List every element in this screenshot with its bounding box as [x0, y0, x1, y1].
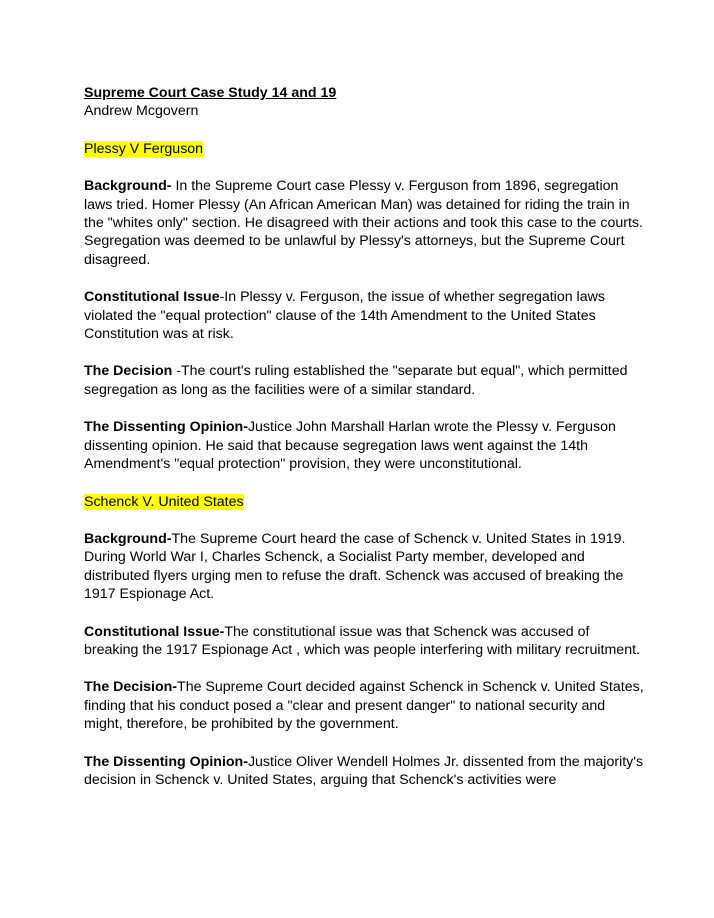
document-author: Andrew Mcgovern — [84, 103, 199, 120]
schenck-background — [84, 530, 644, 604]
document-title: Supreme Court Case Study 14 and 19 — [84, 85, 337, 101]
section-text: The constitutional issue was that Schenck was accused of breaking the 1917 Espionage Act , which was people interfering with military recruitment. — [84, 623, 640, 658]
section-text: The Supreme Court heard the case of Schenck v. United States in 1919. During World War I, Charles Schenck, a Socialist Party member, developed and distributed flyers urging men to refuse the draft. Schenck was accused of breaking the 1917 Espionage Act. — [84, 530, 626, 603]
case-heading-schenck — [84, 493, 644, 511]
case-name-highlight: Plessy V Ferguson — [84, 140, 204, 157]
section-label: Constitutional Issue- — [84, 623, 225, 640]
section-text: The Supreme Court decided against Schenck in Schenck v. United States, finding that his conduct posed a "clear and present danger" to national security and might, therefore, be prohibited by the government. — [84, 679, 644, 733]
case-heading-plessy — [84, 140, 644, 158]
section-label: The Dissenting Opinion- — [84, 419, 248, 436]
document-page — [84, 84, 644, 789]
section-label: The Decision- — [84, 679, 178, 696]
section-label: The Decision — [84, 363, 173, 380]
plessy-background — [84, 177, 644, 269]
plessy-dissenting-opinion — [84, 418, 644, 473]
schenck-constitutional-issue — [84, 623, 644, 660]
section-label: Constitutional Issue — [84, 289, 220, 306]
plessy-constitutional-issue — [84, 288, 644, 343]
case-name-highlight: Schenck V. United States — [84, 493, 244, 510]
section-text: -In Plessy v. Ferguson, the issue of whether segregation laws violated the "equal protection" clause of the 14th Amendment to the United States Constitution was at risk. — [84, 289, 605, 343]
schenck-dissenting-opinion — [84, 753, 644, 790]
section-text: Justice John Marshall Harlan wrote the Plessy v. Ferguson dissenting opinion. He said that because segregation laws went against the 14th Amendment's "equal protection" provision, they were unconstitutional. — [84, 419, 616, 473]
plessy-decision — [84, 362, 644, 399]
schenck-decision — [84, 678, 644, 733]
section-label: The Dissenting Opinion- — [84, 753, 248, 770]
section-text: -The court's ruling established the "separate but equal", which permitted segregation as long as the facilities were of a similar standard. — [84, 363, 628, 398]
section-label: Background- — [84, 178, 172, 195]
section-text: In the Supreme Court case Plessy v. Ferguson from 1896, segregation laws tried. Homer Plessy (An African American Man) was detained for riding the train in the "whites only" section. He disagreed with their actions and took this case to the courts. Segregation was deemed to be unlawful by Plessy's attorneys, but the Supreme Court disagreed. — [84, 178, 643, 268]
section-label: Background- — [84, 530, 172, 547]
section-text: Justice Oliver Wendell Holmes Jr. dissented from the majority's decision in Schenck v. United States, arguing that Schenck's activities were — [84, 753, 644, 788]
